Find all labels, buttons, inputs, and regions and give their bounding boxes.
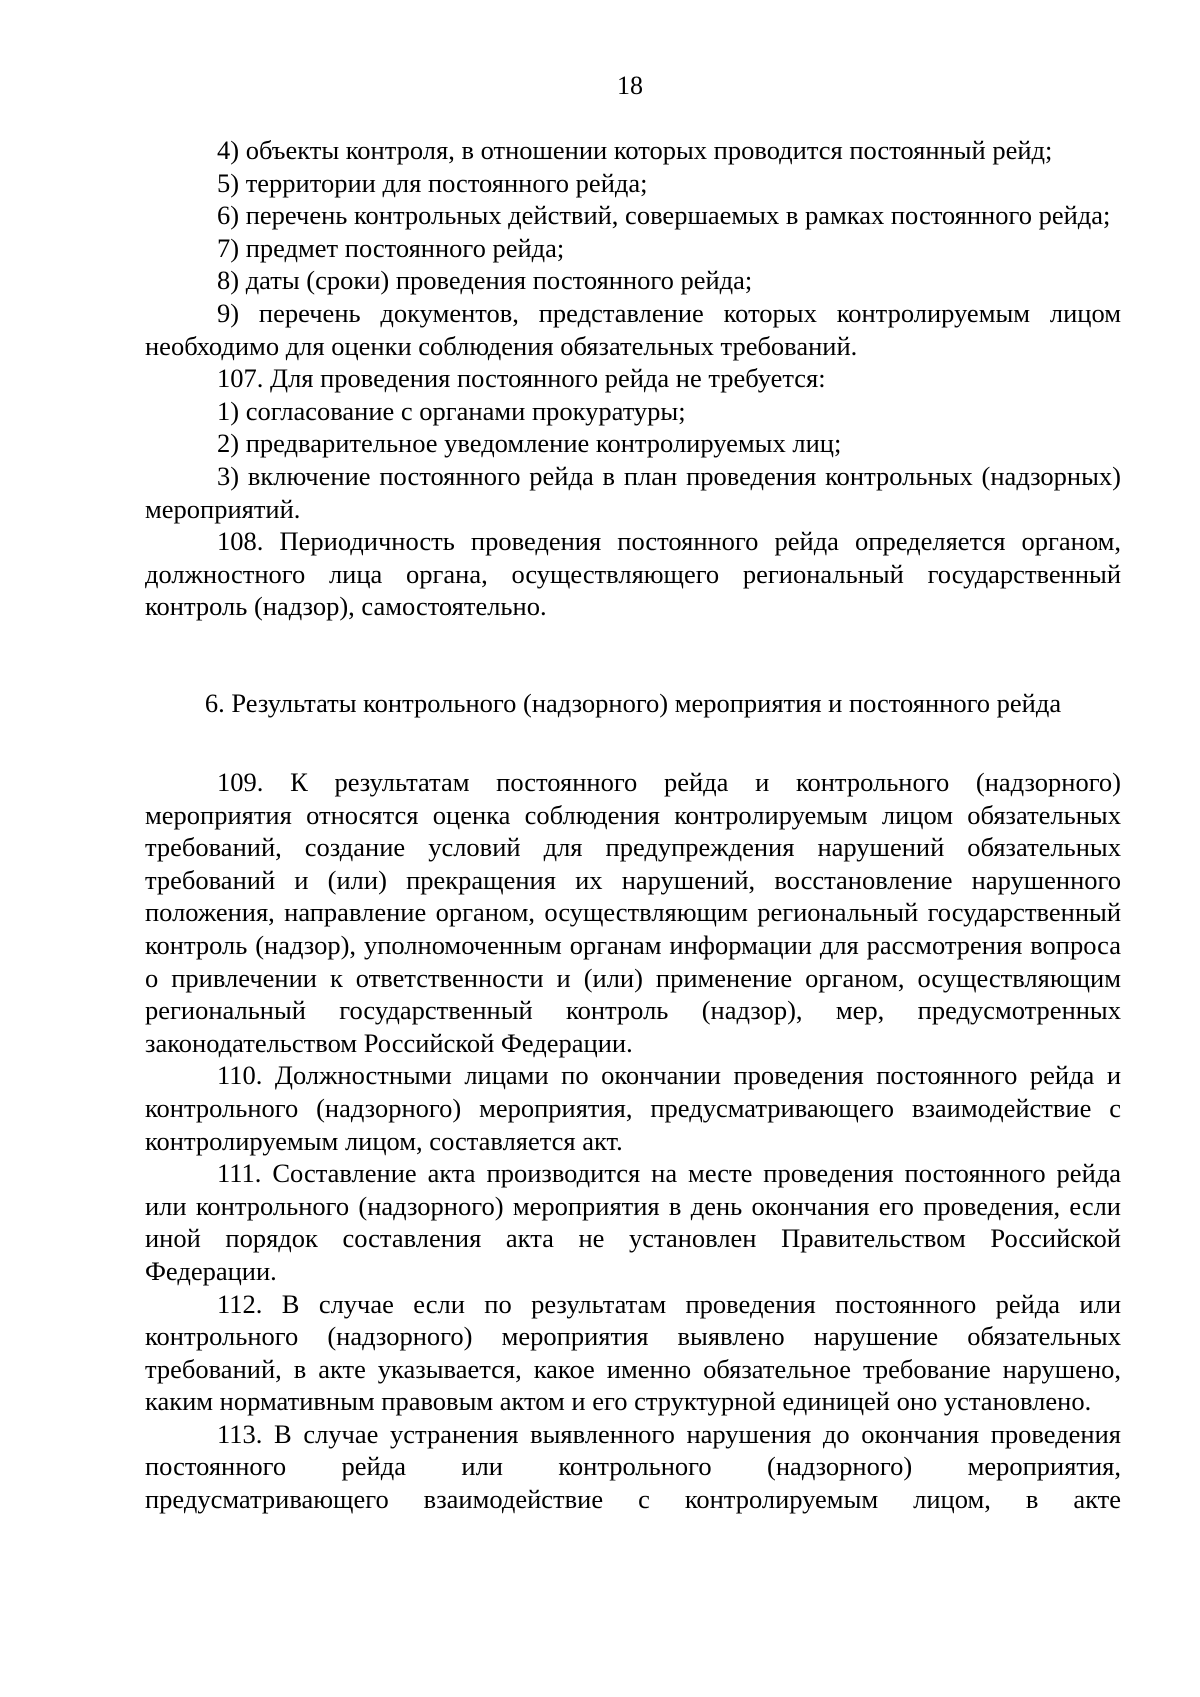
- paragraph: 7) предмет постоянного рейда;: [217, 232, 565, 263]
- paragraph: 111. Составление акта производится на месте проведения постоянного рейда или контрольного (надзорного) мероприятия в день окончания его проведения, если иной порядок составления акта не установлен Правительством Российской Федерации.: [145, 1158, 1121, 1286]
- paragraph: 3) включение постоянного рейда в план проведения контрольных (надзорных) мероприятий.: [145, 460, 1121, 524]
- section-heading: 6. Результаты контрольного (надзорного) мероприятия и постоянного рейда: [204, 688, 1062, 718]
- paragraph: 107. Для проведения постоянного рейда не требуется:: [217, 363, 826, 394]
- paragraph: 2) предварительное уведомление контролируемых лиц;: [217, 428, 842, 459]
- paragraph: 4) объекты контроля, в отношении которых проводится постоянный рейд;: [217, 135, 1053, 165]
- text-block-upper: [145, 134, 1121, 623]
- paragraph: 113. В случае устранения выявленного нарушения до окончания проведения постоянного рейда или контрольного (надзорного) мероприятия, предусматривающего взаимодействие с контролируемым лицом, в акте: [145, 1418, 1121, 1515]
- paragraph: 8) даты (сроки) проведения постоянного рейда;: [217, 265, 753, 296]
- paragraph: 5) территории для постоянного рейда;: [217, 167, 648, 198]
- paragraph: 1) согласование с органами прокуратуры;: [217, 395, 686, 426]
- page-number: 18: [617, 71, 643, 100]
- paragraph: 6) перечень контрольных действий, совершаемых в рамках постоянного рейда;: [217, 200, 1111, 231]
- paragraph: 112. В случае если по результатам проведения постоянного рейда или контрольного (надзорного) мероприятия выявлено нарушение обязательных требований, в акте указывается, какое именно обязательное требование нарушено, каким нормативным правовым актом и его структурной единицей оно установлено.: [145, 1288, 1121, 1417]
- paragraph: 9) перечень документов, представление которых контролируемым лицом необходимо для оценки соблюдения обязательных требований.: [145, 297, 1121, 361]
- paragraph: 110. Должностными лицами по окончании проведения постоянного рейда и контрольного (надзорного) мероприятия, предусматривающего взаимодействие с контролируемым лицом, составляется акт.: [145, 1060, 1121, 1156]
- text-block-lower: [145, 766, 1121, 1516]
- paragraph: 109. К результатам постоянного рейда и контрольного (надзорного) мероприятия относятся оценка соблюдения контролируемым лицом обязательных требований, создание условий для предупреждения нарушений обязательных требований и (или) прекращения их нарушений, восстановление нарушенного положения, направление органом, осуществляющим региональный государственный контроль (надзор), уполномоченным органам информации для рассмотрения вопроса о привлечении к ответственности и (или) применение органом, осуществляющим региональный государственный контроль (надзор), мер, предусмотренных законодательством Российской Федерации.: [145, 767, 1121, 1058]
- paragraph: 108. Периодичность проведения постоянного рейда определяется органом, должностного лица органа, осуществляющего региональный государственный контроль (надзор), самостоятельно.: [145, 526, 1121, 622]
